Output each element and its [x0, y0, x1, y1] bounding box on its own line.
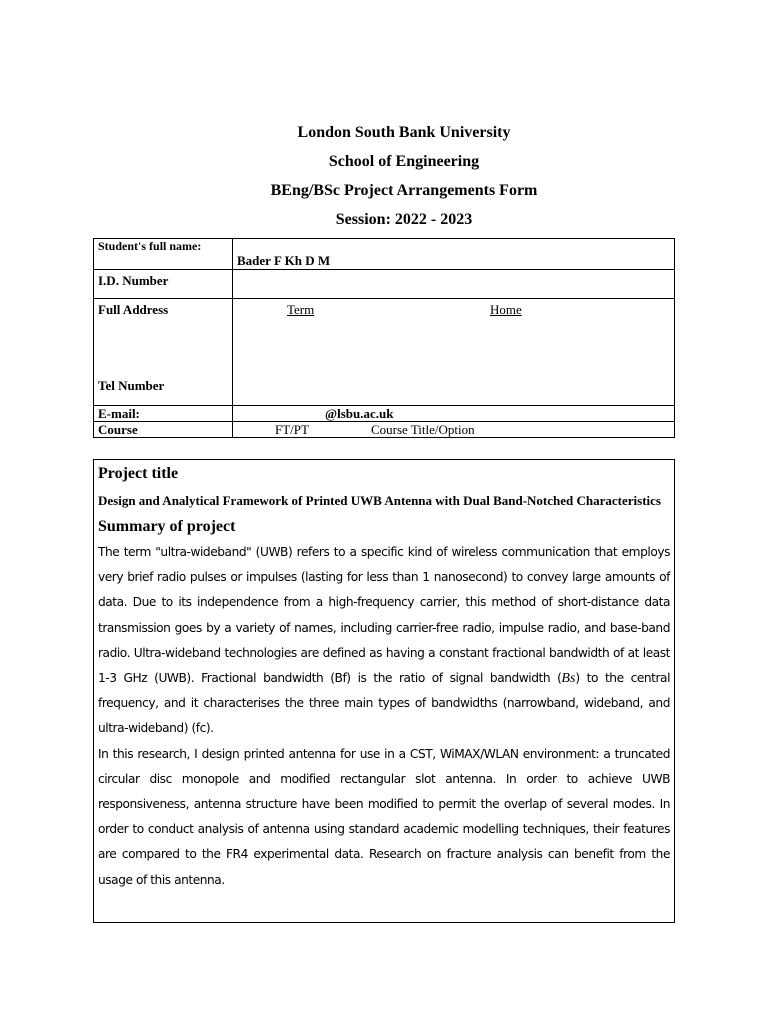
course-label-cell: [94, 422, 233, 438]
id-value-cell[interactable]: [233, 270, 675, 299]
address-row: [94, 299, 675, 406]
session-label: Session: 2022 - 2023: [335, 211, 473, 228]
id-label-cell: [94, 270, 233, 299]
id-label: I.D. Number: [98, 273, 169, 288]
form-header: [0, 118, 768, 234]
address-value-cell[interactable]: [233, 299, 675, 406]
student-info-table: [93, 238, 675, 438]
email-row: [94, 406, 675, 422]
course-title-label: Course Title/Option: [370, 422, 475, 437]
tel-label: Tel Number: [98, 378, 165, 393]
course-label: Course: [98, 422, 138, 437]
summary-p1-part-b: ) to the central frequency, and it characterises the three main types of bandwidths (narrowband, wideband, and ultra-wideband) (fc).: [98, 671, 671, 736]
email-value: @lsbu.ac.uk: [325, 406, 394, 421]
course-row: [94, 422, 675, 438]
home-address-label: Home: [490, 302, 522, 317]
name-row: [94, 239, 675, 270]
name-label-cell: [94, 239, 233, 270]
project-box: [93, 459, 675, 923]
term-address-label: Term: [287, 302, 315, 317]
project-title-heading: Project title: [98, 465, 179, 482]
name-value-cell[interactable]: [233, 239, 675, 270]
summary-p1-part-a: The term "ultra-wideband" (UWB) refers to a specific kind of wireless communication that employs very brief radio pulses or impulses (lasting for less than 1 nanosecond) to convey large amounts of data. Due to its independence from a high-frequency carrier, this method of short-distance data transmission goes by a variety of names, including carrier-free radio, impulse radio, and base-band radio. Ultra-wideband technologies are defined as having a constant fractional bandwidth of at least 1-3 GHz (UWB). Fractional bandwidth (Bf) is the ratio of signal bandwidth (: [98, 545, 670, 686]
address-label: Full Address: [98, 302, 169, 317]
id-row: [94, 270, 675, 299]
school-name: School of Engineering: [328, 153, 480, 170]
name-value: Bader F Kh D M: [237, 253, 331, 268]
project-title: Design and Analytical Framework of Printed UWB Antenna with Dual Band-Notched Characteristics: [98, 493, 661, 508]
summary-paragraph-2: In this research, I design printed antenna for use in a CST, WiMAX/WLAN environment: a truncated circular disc monopole and modified rectangular slot antenna. In order to achieve UWB responsiveness, antenna structure have been modified to permit the overlap of several modes. In order to conduct analysis of antenna using standard academic modelling techniques, their features are compared to the FR4 experimental data. Research on fracture analysis can benefit from the usage of this antenna.: [98, 746, 670, 887]
email-label-cell: [94, 406, 233, 422]
email-value-cell[interactable]: [233, 406, 675, 422]
ftpt-label: FT/PT: [275, 422, 309, 437]
summary-paragraph-1: [98, 540, 670, 742]
name-label: Student's full name:: [98, 239, 202, 253]
form-title: BEng/BSc Project Arrangements Form: [270, 182, 538, 199]
course-value-cell[interactable]: [233, 422, 675, 438]
email-label: E-mail:: [98, 406, 140, 421]
university-name: London South Bank University: [297, 124, 511, 141]
summary-heading: Summary of project: [98, 518, 236, 535]
address-label-cell: [94, 299, 233, 406]
summary-p1-italic: Bs: [561, 671, 576, 687]
